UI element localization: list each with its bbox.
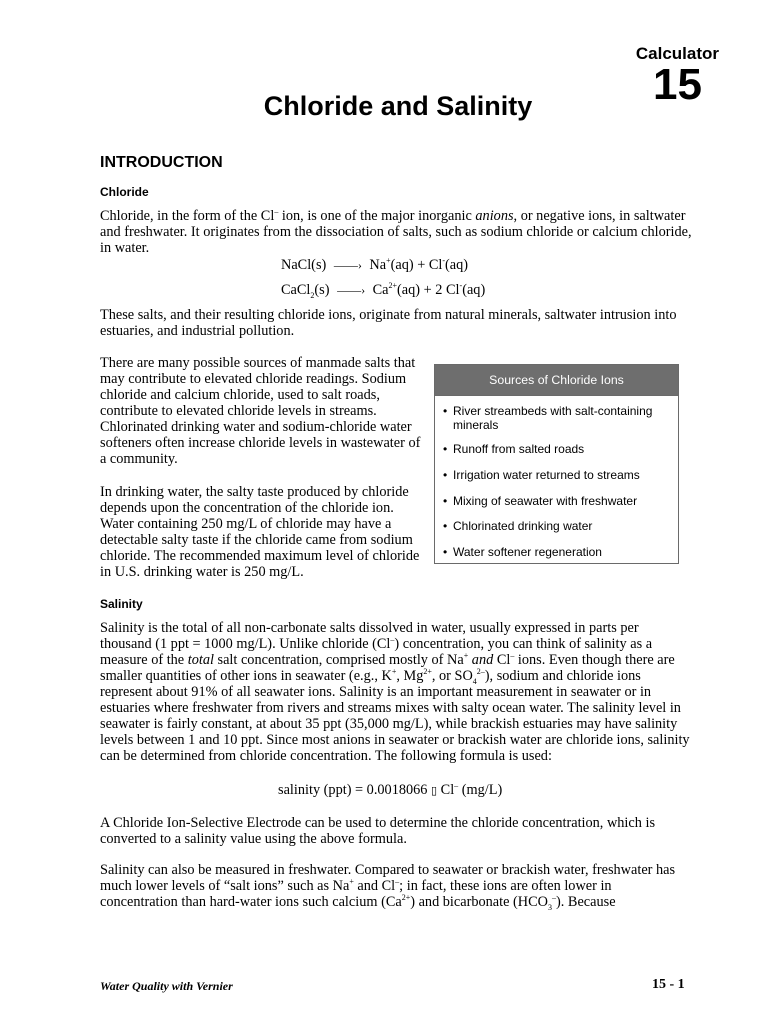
reaction-arrow-icon: ——› <box>333 258 362 272</box>
chloride-paragraph-2: These salts, and their resulting chloride ions, originate from natural minerals, saltwater intrusion into estuaries, and industrial pollution. <box>100 307 677 339</box>
equation-cacl2: CaCl$_2$(s) ——› $Ca^{2+}(aq) + 2$ Cl-(aq) <box>281 281 486 300</box>
salinity-paragraph-3: Salinity can also be measured in freshwater. Compared to seawater or brackish water, freshwater has much lower levels of “salt ions” such as Na+ and Cl–; in fact, these ions are often lower in concentration than hard-water ions such calcium $(Ca^{2+})$ and bicarbonate $(HCO_3^-)$. Because <box>100 862 676 912</box>
footer-book-title: Water Quality with Vernier <box>100 979 233 993</box>
salinity-paragraph-2: A Chloride Ion-Selective Electrode can be used to determine the chloride concentration, which is converted to a salinity value using the above formula. <box>100 815 656 847</box>
page-title: Chloride and Salinity <box>263 91 533 121</box>
salinity-subheading: Salinity <box>100 597 143 611</box>
list-item: • Chlorinated drinking water <box>443 519 593 533</box>
bullet-icon: • <box>443 519 448 533</box>
sources-sidebar-box <box>434 364 679 564</box>
chloride-paragraph-1: Chloride, in the form of the Cl– ion, is one of the major inorganic anions, or negative ions, in saltwater and freshwater. It originates from the dissociation of salts, such as sodium chloride or calcium chloride, in water. <box>100 207 692 256</box>
bullet-icon: • <box>443 494 448 508</box>
list-item: • Irrigation water returned to streams <box>443 468 640 482</box>
bullet-icon: • <box>443 545 448 559</box>
footer-page-number: 15 - 1 <box>652 977 685 992</box>
list-item: • River streambeds with salt-containing minerals <box>443 404 653 432</box>
equation-nacl: NaCl(s) ——› Na+(aq) + Cl-(aq) <box>281 256 469 273</box>
chloride-subheading: Chloride <box>100 185 149 199</box>
bullet-icon: • <box>443 442 448 456</box>
calculator-label: Calculator <box>635 44 719 63</box>
list-item: • Mixing of seawater with freshwater <box>443 494 638 508</box>
multiply-symbol-icon: ▯ <box>431 785 438 797</box>
salinity-formula: salinity (ppt) = 0.0018066 ▯ Cl– (mg/L) <box>278 781 503 798</box>
list-item: • Runoff from salted roads <box>443 442 585 456</box>
salinity-paragraph-1: Salinity is the total of all non-carbonate salts dissolved in water, usually expressed in parts per thousand (1 ppt = 1000 mg/L). Unlike chloride (Cl–) concentration, you can think of salinity as a measure of the total salt concentration, comprised mostly of Na+ and Cl– ions. Even though there are smaller quantities of other ions in seawater (e.g., K+, $Mg^{2+}$, or $SO_4^{2-}$), sodium and chloride ions represent about 91% of all seawater ions. Salinity is an important measurement in seawater or in estuaries where freshwater from rivers and streams mixes with salty ocean water. The salinity level in seawater is fairly constant, at about 35 ppt (35,000 mg/L), while brackish estuaries may have salinity levels between 1 and 10 ppt. Since most anions in seawater or brackish water are chloride ions, salinity can be determined from chloride concentration. The following formula is used: <box>100 620 690 764</box>
bullet-icon: • <box>443 468 448 482</box>
bullet-icon: • <box>443 404 448 418</box>
sources-box-title: Sources of Chloride Ions <box>435 365 678 396</box>
experiment-number: 15 <box>653 60 702 109</box>
list-item: • Water softener regeneration <box>443 545 602 559</box>
reaction-arrow-icon: ——› <box>337 283 366 297</box>
chloride-paragraph-3: There are many possible sources of manmade salts that may contribute to elevated chloride readings. Sodium chloride and calcium chloride, used to salt roads, contribute to elevated chloride levels in streams. Chlorinated drinking water and sodium-chloride water softeners often increase chloride levels in wastewater of a community. <box>100 355 421 467</box>
introduction-heading: INTRODUCTION <box>100 154 223 171</box>
chloride-paragraph-4: In drinking water, the salty taste produced by chloride depends upon the concentration of the chloride ion. Water containing 250 mg/L of chloride may have a detectable salty taste if the chloride came from sodium chloride. The recommended maximum level of chloride in U.S. drinking water is 250 mg/L. <box>100 484 420 580</box>
